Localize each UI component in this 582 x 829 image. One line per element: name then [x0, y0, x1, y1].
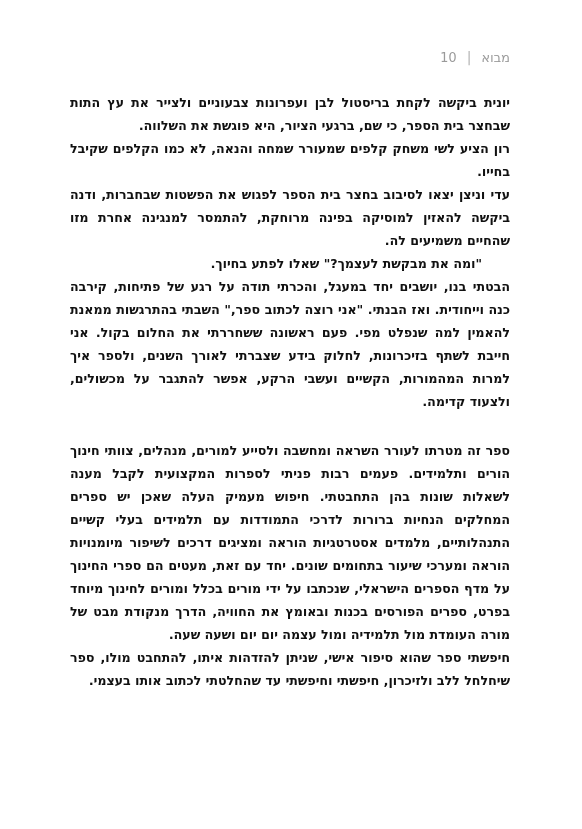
paragraph: יונית ביקשה לקחת בריסטול לבן ועפרונות צבעוניים ולצייר את עץ התות שבחצר בית הספר, כי שם, ברגעי הציור, היא פוגשת את השלווה. [70, 95, 510, 133]
dialogue-paragraph: "ומה את מבקשת לעצמך?" שאלו לפתע בחיוך. [210, 256, 482, 271]
running-header [440, 50, 510, 66]
page-number: 10 [440, 50, 457, 66]
header-separator: | [466, 50, 472, 66]
paragraph: רון הציע לשי משחק קלפים שמעורר שמחה והנאה, לא כמו הקלפים שקיבל בחייו. [70, 141, 510, 179]
intro-text-part-1 [70, 91, 510, 413]
paragraph: ספר זה מטרתו לעורר השראה ומחשבה ולסייע למורים, מנהלים, צוותי חינוך הורים ותלמידים. פעמים רבות פניתי לספרות המקצועית לקבל מענה לשאלות שונות בהן התחבטתי. חיפוש מעמיק העלה שאכן יש ספרים המחלקים הנחיות ברורות לדרכי התמודדות עם תלמידים בעלי קשיים התנהלותיים, מלמדים אסטרטגיות הוראה ומציגים דרכים לשיפור מיומנויות הוראה ומערכי שיעור בתחומים שונים. יחד עם זאת, מעטים הם ספרי החינוך על מדף הספרים הישראלי, שנכתבו על ידי מורים בכלל ומורים לחינוך מיוחד בפרט, ספרים הפורסים בכנות ובאומץ את החוויה, הדרך מנקודת מבט של מורה העומדת מול תלמידיה ומול עצמה יום יום ושעה שעה. [70, 443, 510, 642]
paragraph: הבטתי בנו, יושבים יחד במעגל, והכרתי תודה על רגע של פתיחות, קירבה כנה וייחודית. ואז הבנתי. "אני רוצה לכתוב ספר," השבתי בהתרגשות ממאנת להאמין למה שנפלט מפי. פעם ראשונה ששחררתי את החלום בקול. אני חייבת לשתף בזיכרונות, לחלוק בידע שצברתי לאורך השנים, ולספר איך למרות המהמורות, הקשיים ועשבי הרקע, אפשר להתגבר על מכשולים, ולצעוד קדימה. [70, 279, 510, 409]
paragraph: עדי וניצן יצאו לסיבוב בחצר בית הספר לפגוש את הפשטות שבחברות, ודנה ביקשה להאזין למוסיקה בפינה מרוחקת, להתמסר למנגינה אחרת מזו שהחיים משמיעים לה. [70, 187, 510, 248]
section-title: מבוא [481, 50, 510, 66]
intro-text-part-2 [70, 439, 510, 692]
paragraph: חיפשתי ספר שהוא סיפור אישי, שניתן להזדהות איתו, להתחבט מולו, ספר שיחלחל ללב ולזיכרון, חיפשתי וחיפשתי עד שהחלטתי לכתוב אותו בעצמי. [70, 650, 510, 688]
